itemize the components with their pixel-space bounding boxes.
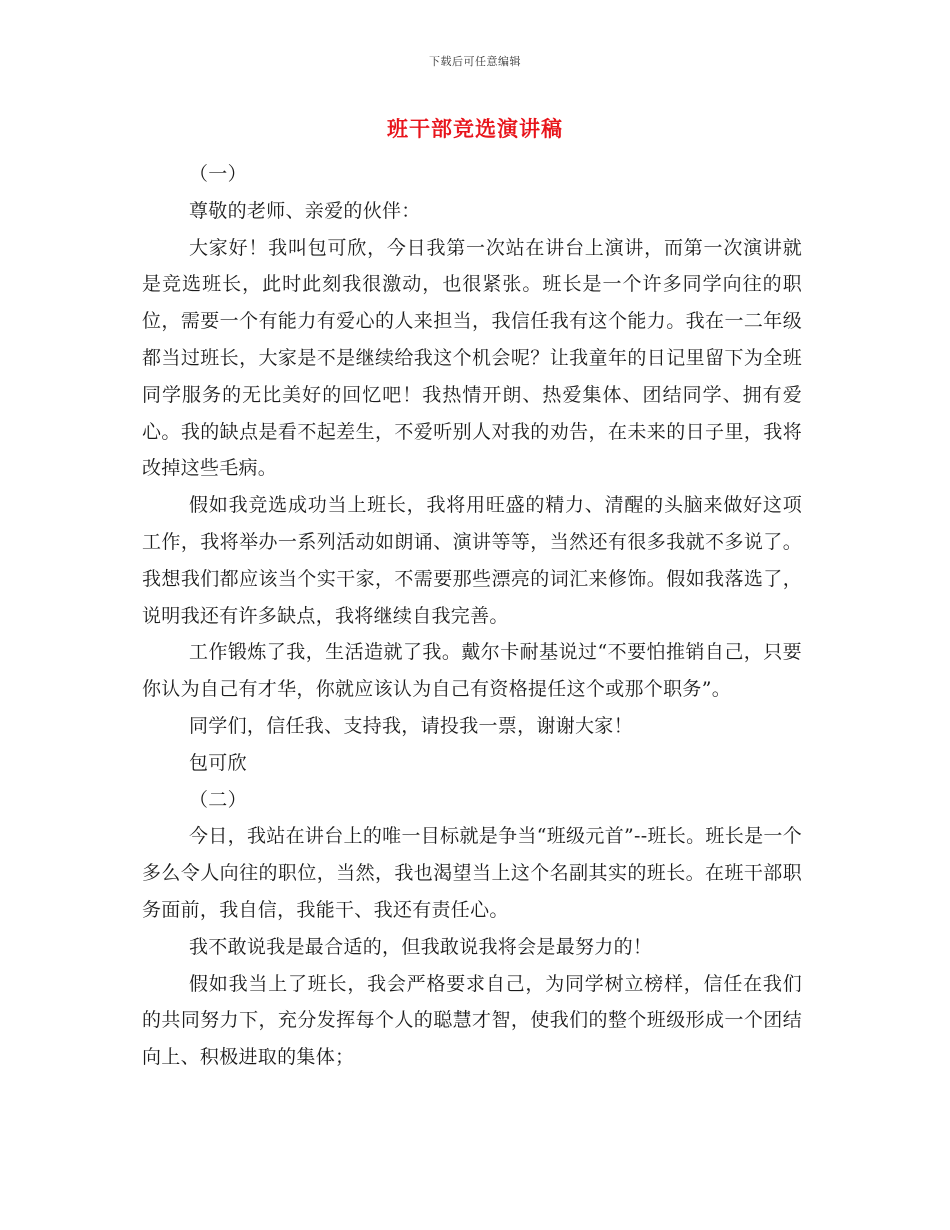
document-body [142,156,802,1076]
body-paragraph: 今日，我站在讲台上的唯一目标就是争当“班级元首”--班长。班长是一个多么令人向往的职位，当然，我也渴望当上这个名副其实的班长。在班干部职务面前，我自信，我能干、我还有责任心。 [142,825,802,921]
salutation-paragraph: 尊敬的老师、亲爱的伙伴： [189,199,421,222]
page-header-note: 下载后可任意编辑 [429,55,521,68]
section-marker-2: （二） [189,788,247,811]
section-marker-1: （一） [189,163,247,185]
body-paragraph: 假如我竞选成功当上班长，我将用旺盛的精力、清醒的头脑来做好这项工作，我将举办一系列活动如朗诵、演讲等等，当然还有很多我就不多说了。我想我们都应该当个实干家，不需要那些漂亮的词汇来修饰。假如我落选了，说明我还有许多缺点，我将继续自我完善。 [142,494,802,627]
closing-paragraph: 同学们，信任我、支持我，请投我一票，谢谢大家！ [189,714,633,737]
document-title: 班干部竞选演讲稿 [387,116,563,141]
body-paragraph: 工作锻炼了我，生活造就了我。戴尔卡耐基说过“不要怕推销自己，只要你认为自己有才华，你就应该认为自己有资格提任这个或那个职务”。 [142,641,802,701]
body-paragraph: 假如我当上了班长，我会严格要求自己，为同学树立榜样，信任在我们的共同努力下，充分发挥每个人的聪慧才智，使我们的整个班级形成一个团结向上、积极进取的集体； [142,972,802,1069]
body-paragraph: 我不敢说我是最合适的，但我敢说我将会是最努力的！ [189,935,653,958]
signature: 包可欣 [189,751,247,774]
body-paragraph: 大家好！我叫包可欣，今日我第一次站在讲台上演讲，而第一次演讲就是竞选班长，此时此刻我很激动，也很紧张。班长是一个许多同学向往的职位，需要一个有能力有爱心的人来担当，我信任我有这个能力。我在一二年级都当过班长，大家是不是继续给我这个机会呢？让我童年的日记里留下为全班同学服务的无比美好的回忆吧！我热情开朗、热爱集体、团结同学、拥有爱心。我的缺点是看不起差生，不爱听别人对我的劝告，在未来的日子里，我将改掉这些毛病。 [142,236,802,480]
